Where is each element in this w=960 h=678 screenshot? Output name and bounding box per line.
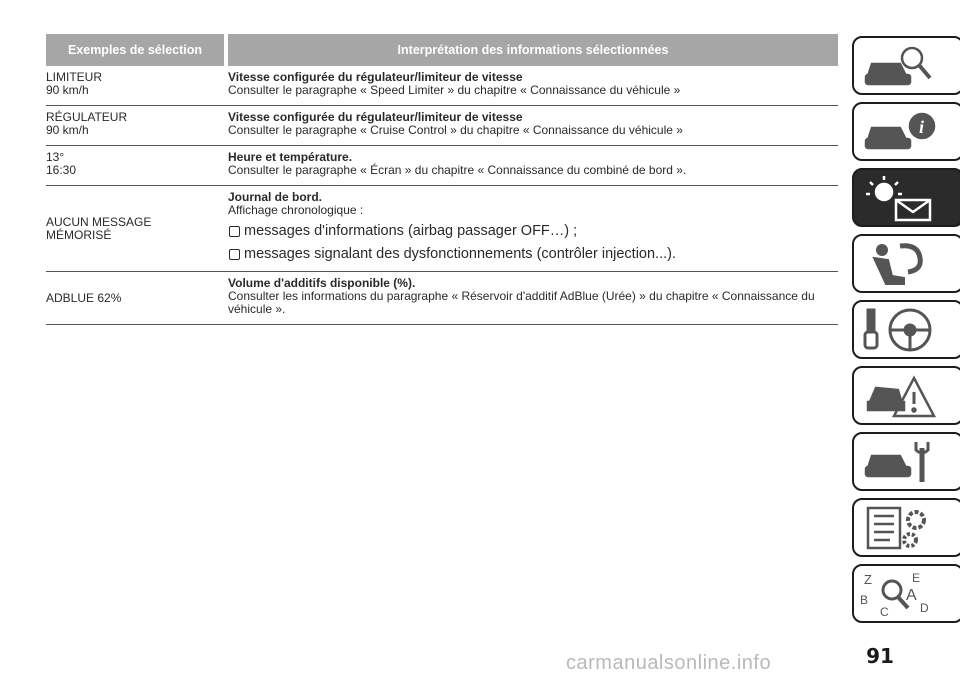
tab-warning-lights[interactable] (852, 168, 960, 227)
svg-text:A: A (906, 587, 917, 604)
airbag-seat-icon (860, 240, 940, 290)
example-line: ADBLUE 62% (46, 290, 122, 305)
car-info-icon (860, 108, 940, 158)
table-row (46, 272, 838, 325)
table-row (46, 106, 838, 146)
tab-index[interactable] (852, 564, 960, 623)
svg-text:B: B (860, 593, 869, 607)
row-text: Consulter le paragraphe « Écran » du chapitre « Connaissance du combiné de bord ». (228, 163, 687, 177)
row-title: Volume d'additifs disponible (%). (228, 276, 416, 290)
alphabet-index-search-icon (860, 570, 940, 620)
tab-safety[interactable] (852, 234, 960, 293)
header-interpretation: Interprétation des informations sélectionnées (228, 34, 838, 66)
row-text: Affichage chronologique : (228, 203, 364, 217)
svg-text:E: E (912, 571, 921, 585)
car-accident-warning-icon (860, 372, 940, 422)
checkbox-bullet-icon (229, 249, 240, 260)
example-line: 13° (46, 150, 65, 164)
row-text: Consulter les informations du paragraphe « Réservoir d'additif AdBlue (Urée) » du chapitre « Connaissance du véhicule ». (228, 289, 815, 316)
example-line: 90 km/h (46, 123, 89, 137)
example-line: 16:30 (46, 163, 77, 177)
spec-sheet-gears-icon (860, 504, 940, 554)
example-line: MÉMORISÉ (46, 227, 112, 242)
table-header (46, 34, 838, 66)
table-row (46, 186, 838, 272)
header-examples: Exemples de sélection (46, 34, 224, 66)
table-row (46, 66, 838, 106)
tab-starting[interactable] (852, 300, 960, 359)
tab-technical-data[interactable] (852, 498, 960, 557)
tab-maintenance[interactable] (852, 432, 960, 491)
list-item: messages signalant des dysfonctionnements (contrôler injection...). (228, 246, 838, 263)
table-row (46, 146, 838, 186)
svg-text:Z: Z (864, 572, 872, 587)
selection-table (46, 34, 838, 325)
row-text: Consulter le paragraphe « Speed Limiter » du chapitre « Connaissance du véhicule » (228, 83, 681, 97)
example-line: LIMITEUR (46, 70, 103, 84)
tab-emergency[interactable] (852, 366, 960, 425)
svg-text:i: i (919, 117, 925, 137)
row-title: Vitesse configurée du régulateur/limiteur de vitesse (228, 70, 523, 84)
watermark: carmanualsonline.info (566, 652, 772, 674)
page-number: 91 (866, 644, 894, 668)
svg-text:D: D (920, 601, 929, 615)
example-line: 90 km/h (46, 83, 89, 97)
tab-car-info[interactable] (852, 102, 960, 161)
row-title: Heure et température. (228, 150, 353, 164)
warning-light-message-icon (860, 174, 940, 224)
row-title: Journal de bord. (228, 190, 323, 204)
car-wrench-icon (860, 438, 940, 488)
car-search-icon (860, 42, 940, 92)
svg-text:C: C (880, 605, 889, 619)
row-text: Consulter le paragraphe « Cruise Control » du chapitre « Connaissance du véhicule » (228, 123, 683, 137)
tab-car-search[interactable] (852, 36, 960, 95)
example-line: RÉGULATEUR (46, 110, 128, 124)
key-steering-wheel-icon (860, 306, 940, 356)
checkbox-bullet-icon (229, 226, 240, 237)
list-item: messages d'informations (airbag passager OFF…) ; (228, 223, 838, 240)
row-title: Vitesse configurée du régulateur/limiteur de vitesse (228, 110, 523, 124)
example-line: AUCUN MESSAGE (46, 214, 152, 229)
